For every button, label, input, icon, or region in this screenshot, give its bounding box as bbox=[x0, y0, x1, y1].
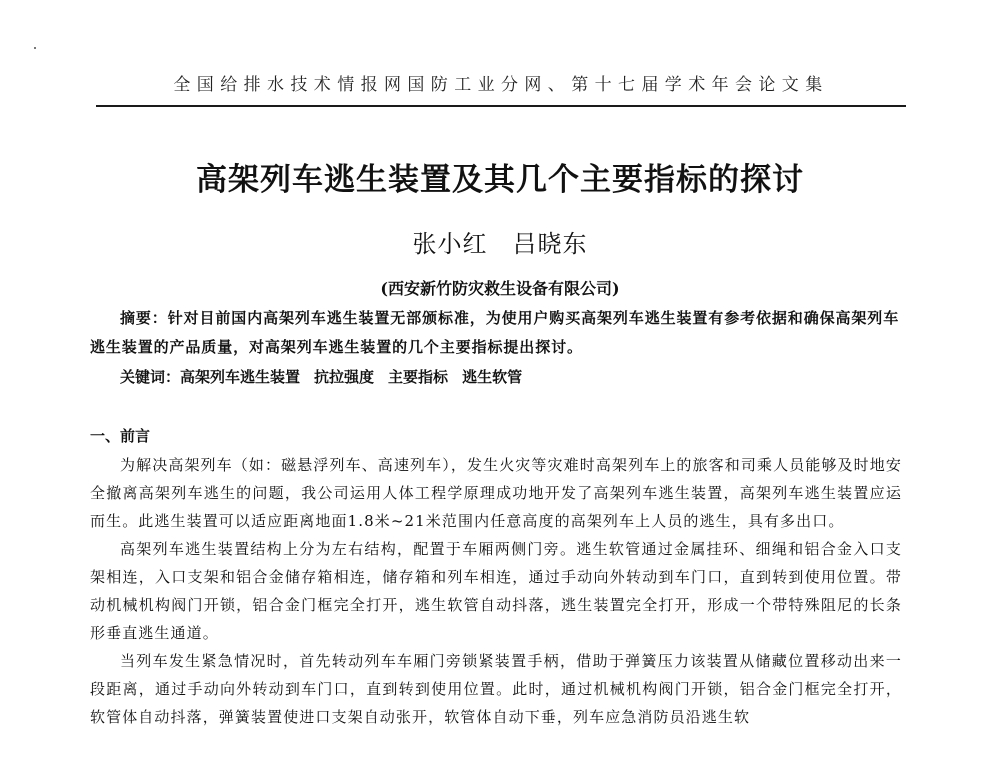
body-paragraph: 当列车发生紧急情况时，首先转动列车车厢门旁锁紧装置手柄，借助于弹簧压力该装置从储藏位置移动出来一段距离，通过手动向外转动到车门口，直到转到使用位置。此时，通过机械机构阀门开锁，铝合金门框完全打开，软管体自动抖落，弹簧装置使进口支架自动张开，软管体自动下垂，列车应急消防员沿逃生软 bbox=[90, 652, 902, 726]
body-paragraph: 高架列车逃生装置结构上分为左右结构，配置于车厢两侧门旁。逃生软管通过金属挂环、细绳和铝合金入口支架相连，入口支架和铝合金储存箱相连，储存箱和列车相连，通过手动向外转动到车门口，直到转到使用位置。带动机械机构阀门开锁，铝合金门框完全打开，逃生软管自动抖落，逃生装置完全打开，形成一个带特殊阻尼的长条形垂直逃生通道。 bbox=[90, 540, 902, 642]
body-paragraph: 为解决高架列车（如：磁悬浮列车、高速列车），发生火灾等灾难时高架列车上的旅客和司乘人员能够及时地安全撤离高架列车逃生的问题，我公司运用人体工程学原理成功地开发了高架列车逃生装置，高架列车逃生装置应运而生。此逃生装置可以适应距离地面1.8米~21米范围内任意高度的高架列车上人员的逃生，具有多出口。 bbox=[90, 456, 902, 530]
keyword: 主要指标 bbox=[388, 368, 449, 386]
header-rule bbox=[96, 105, 906, 107]
keyword: 逃生软管 bbox=[462, 368, 523, 386]
paper-title: 高架列车逃生装置及其几个主要指标的探讨 bbox=[196, 162, 804, 198]
section-body bbox=[90, 451, 902, 731]
scan-speck bbox=[34, 47, 36, 49]
keywords-label: 关键词： bbox=[120, 368, 181, 386]
authors: 张小红 吕晓东 bbox=[412, 230, 588, 258]
keyword: 抗拉强度 bbox=[314, 368, 375, 386]
affiliation: (西安新竹防灾救生设备有限公司) bbox=[380, 279, 620, 298]
abstract: 摘要：针对目前国内高架列车逃生装置无部颁标准，为使用户购买高架列车逃生装置有参考依据和确保高架列车逃生装置的产品质量，对高架列车逃生装置的几个主要指标提出探讨。 bbox=[90, 309, 900, 356]
running-header: 全国给排水技术情报网国防工业分网、第十七届学术年会论文集 bbox=[173, 75, 829, 95]
keyword: 高架列车逃生装置 bbox=[180, 368, 301, 386]
section-heading: 一、前言 bbox=[90, 427, 151, 445]
keywords bbox=[90, 363, 902, 392]
